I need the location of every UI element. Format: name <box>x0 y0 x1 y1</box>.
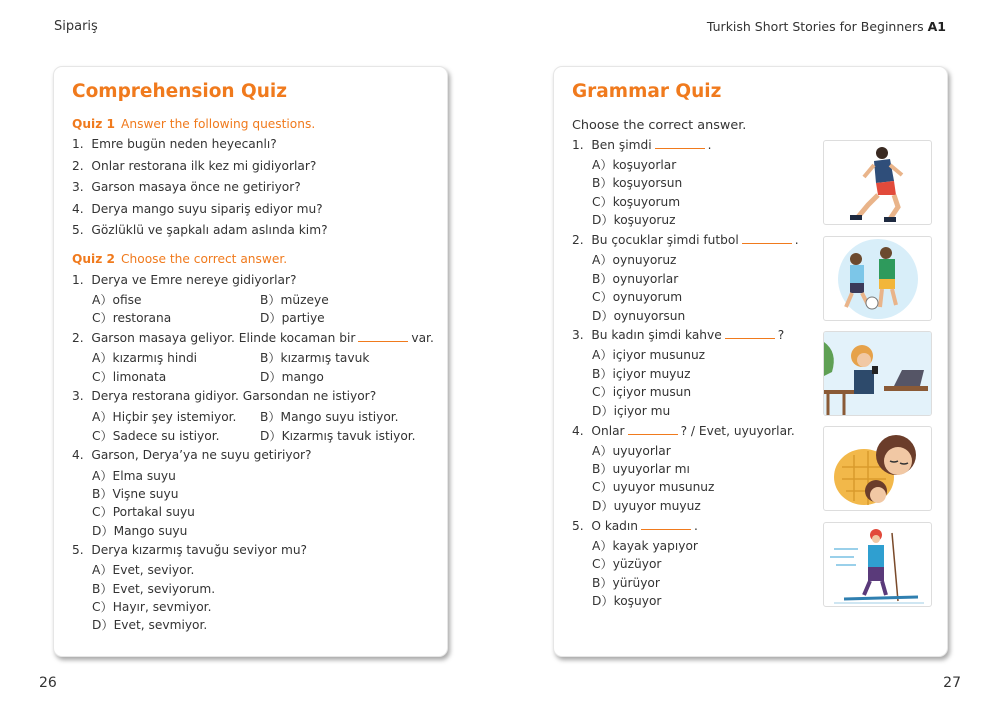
grammar-question: 4. Onlar ? / Evet, uyuyorlar. <box>572 424 795 438</box>
answer-blank[interactable] <box>628 426 678 435</box>
answer-option[interactable]: C）içiyor musun <box>592 385 692 399</box>
grammar-question: 2. Bu çocuklar şimdi futbol . <box>572 233 799 247</box>
answer-blank[interactable] <box>742 235 792 244</box>
quiz2-heading: Quiz 2 Choose the correct answer. <box>72 252 288 266</box>
answer-option[interactable]: B）Evet, seviyorum. <box>92 582 216 596</box>
answer-option[interactable]: A）Elma suyu <box>92 469 176 483</box>
answer-option[interactable]: C）limonata <box>92 370 167 384</box>
running-man-image <box>823 140 932 225</box>
comprehension-quiz-card <box>53 66 448 657</box>
answer-option[interactable]: C）yüzüyor <box>592 557 662 571</box>
answer-option[interactable]: D）içiyor mu <box>592 404 671 418</box>
answer-option[interactable]: C）Portakal suyu <box>92 505 195 519</box>
quiz1-item: 5. Gözlüklü ve şapkalı adam aslında kim? <box>72 223 328 237</box>
answer-option[interactable]: D）koşuyor <box>592 594 662 608</box>
sleeping-mother-child-image <box>823 426 932 511</box>
chapter-title: Sipariş <box>54 19 98 34</box>
quiz2-question: 1. Derya ve Emre nereye gidiyorlar? <box>72 273 297 287</box>
page-number-right: 27 <box>943 675 961 691</box>
answer-option[interactable]: B）yürüyor <box>592 576 660 590</box>
quiz2-question: 2. Garson masaya geliyor. Elinde kocaman bir var. <box>72 331 434 345</box>
answer-option[interactable]: C）Sadece su istiyor. <box>92 429 220 443</box>
answer-option[interactable]: D）oynuyorsun <box>592 309 686 323</box>
quiz1-heading: Quiz 1 Answer the following questions. <box>72 117 316 131</box>
answer-option[interactable]: C）restorana <box>92 311 172 325</box>
answer-option[interactable]: C）koşuyorum <box>592 195 681 209</box>
page-number-left: 26 <box>39 675 57 691</box>
woman-coffee-image <box>823 331 932 416</box>
book-title: Turkish Short Stories for Beginners A1 <box>706 19 946 34</box>
quiz1-item: 3. Garson masaya önce ne getiriyor? <box>72 180 301 194</box>
answer-option[interactable]: A）Hiçbir şey istemiyor. <box>92 410 237 424</box>
answer-blank[interactable] <box>655 140 705 149</box>
grammar-instruction: Choose the correct answer. <box>572 118 747 133</box>
answer-option[interactable]: B）koşuyorsun <box>592 176 683 190</box>
answer-option[interactable]: D）Kızarmış tavuk istiyor. <box>260 429 416 443</box>
quiz2-question: 3. Derya restorana gidiyor. Garsondan ne istiyor? <box>72 389 377 403</box>
skier-image <box>823 522 932 607</box>
answer-option[interactable]: A）ofise <box>92 293 142 307</box>
quiz1-item: 2. Onlar restorana ilk kez mi gidiyorlar? <box>72 159 317 173</box>
children-football-image <box>823 236 932 321</box>
quiz1-item: 4. Derya mango suyu sipariş ediyor mu? <box>72 202 323 216</box>
answer-option[interactable]: A）oynuyoruz <box>592 253 677 267</box>
answer-option[interactable]: A）içiyor musunuz <box>592 348 706 362</box>
quiz1-item: 1. Emre bugün neden heyecanlı? <box>72 137 277 151</box>
answer-blank[interactable] <box>641 521 691 530</box>
answer-option[interactable]: B）oynuyorlar <box>592 272 679 286</box>
answer-option[interactable]: D）uyuyor muyuz <box>592 499 701 513</box>
answer-option[interactable]: D）partiye <box>260 311 325 325</box>
grammar-question: 3. Bu kadın şimdi kahve ? <box>572 328 785 342</box>
grammar-quiz-card <box>553 66 948 657</box>
quiz2-question: 4. Garson, Derya’ya ne suyu getiriyor? <box>72 448 312 462</box>
answer-option[interactable]: A）koşuyorlar <box>592 158 677 172</box>
answer-blank[interactable] <box>725 330 775 339</box>
answer-option[interactable]: B）Vişne suyu <box>92 487 179 501</box>
answer-option[interactable]: C）oynuyorum <box>592 290 683 304</box>
answer-option[interactable]: D）koşuyoruz <box>592 213 676 227</box>
comprehension-quiz-title: Comprehension Quiz <box>72 81 288 102</box>
level-badge: A1 <box>927 19 946 34</box>
answer-option[interactable]: A）uyuyorlar <box>592 444 671 458</box>
answer-option[interactable]: D）mango <box>260 370 324 384</box>
answer-option[interactable]: D）Mango suyu <box>92 524 188 538</box>
grammar-quiz-title: Grammar Quiz <box>572 81 722 102</box>
answer-option[interactable]: B）uyuyorlar mı <box>592 462 690 476</box>
grammar-question: 1. Ben şimdi . <box>572 138 712 152</box>
answer-option[interactable]: B）Mango suyu istiyor. <box>260 410 399 424</box>
answer-option[interactable]: C）uyuyor musunuz <box>592 480 715 494</box>
answer-option[interactable]: A）kızarmış hindi <box>92 351 198 365</box>
answer-blank[interactable] <box>358 333 408 342</box>
answer-option[interactable]: B）müzeye <box>260 293 329 307</box>
grammar-question: 5. O kadın . <box>572 519 698 533</box>
answer-option[interactable]: D）Evet, sevmiyor. <box>92 618 208 632</box>
answer-option[interactable]: A）kayak yapıyor <box>592 539 698 553</box>
answer-option[interactable]: B）kızarmış tavuk <box>260 351 370 365</box>
answer-option[interactable]: C）Hayır, sevmiyor. <box>92 600 212 614</box>
quiz2-question: 5. Derya kızarmış tavuğu seviyor mu? <box>72 543 308 557</box>
answer-option[interactable]: A）Evet, seviyor. <box>92 563 195 577</box>
answer-option[interactable]: B）içiyor muyuz <box>592 367 691 381</box>
